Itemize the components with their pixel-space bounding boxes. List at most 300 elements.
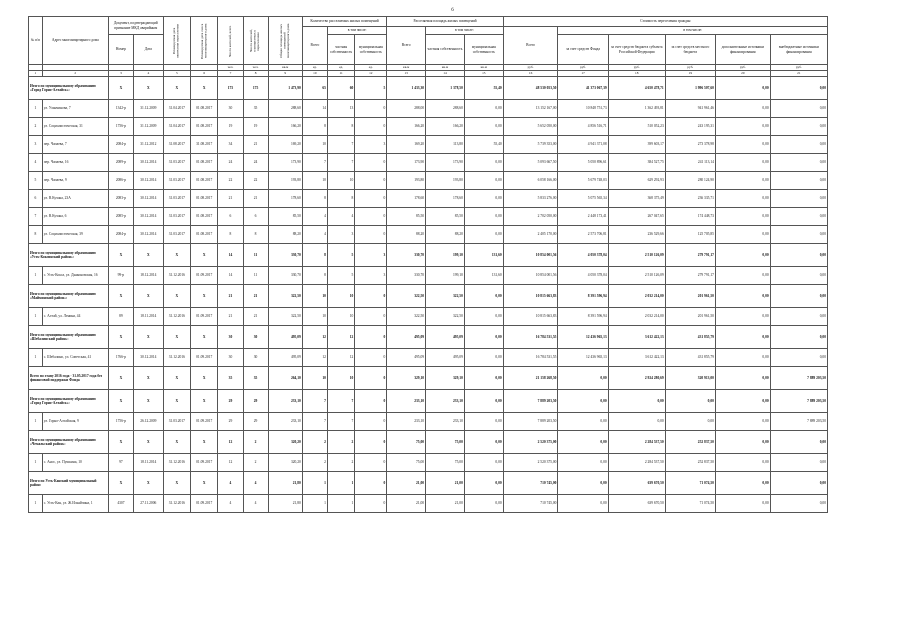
table-cell: 2 924 280,69 [608, 367, 665, 390]
table-cell: 2 032 214,00 [608, 308, 665, 326]
table-cell: 0,00 [715, 100, 770, 118]
address-cell: ул. Социалистическая, 39 [42, 226, 108, 244]
table-cell: 329,10 [426, 367, 465, 390]
unit-cell: руб. [503, 65, 558, 71]
table-cell: 0,00 [464, 495, 503, 513]
table-cell: 4 [218, 495, 243, 513]
table-cell: 0,00 [665, 390, 715, 413]
table-cell: 88,20 [387, 226, 426, 244]
subtotal-label: Итого по Усть-Канский муниципальный район: [29, 472, 109, 495]
table-cell: 267 047,65 [608, 208, 665, 226]
subtotal-row [29, 285, 828, 308]
table-cell: 71 074,50 [665, 495, 715, 513]
table-cell: 510 052,23 [608, 118, 665, 136]
table-row [29, 208, 828, 226]
table-cell: 495,09 [387, 326, 426, 349]
column-number-cell: 19 [665, 71, 715, 77]
table-cell: 0,00 [464, 172, 503, 190]
table-cell: 75,00 [426, 454, 465, 472]
header-cost-incl: в том числе: [558, 27, 828, 35]
table-cell: 173,90 [387, 154, 426, 172]
table-cell: 0 [355, 172, 387, 190]
table-cell: 31.12.2009 [133, 100, 163, 118]
table-cell: 0,00 [464, 226, 503, 244]
table-cell: 3 [355, 136, 387, 154]
table-cell: 175 [243, 77, 268, 100]
unit-cell: руб. [558, 65, 608, 71]
header-rooms-municipal: муниципальная собственность [355, 35, 387, 65]
table-cell: 4 050 378,04 [558, 267, 608, 285]
table-cell: 193,80 [268, 172, 302, 190]
table-cell: 01.09.2017 [191, 349, 218, 367]
table-cell: 236 335,71 [665, 190, 715, 208]
table-cell: X [163, 390, 190, 413]
table-cell: 31.12.2016 [163, 267, 190, 285]
table-row [29, 118, 828, 136]
table-cell: 193,80 [387, 172, 426, 190]
table-cell: 2083-р [108, 190, 133, 208]
row-number: 1 [29, 349, 43, 367]
subtotal-row [29, 367, 828, 390]
table-cell: X [163, 77, 190, 100]
column-number-cell: 9 [268, 71, 302, 77]
table-cell: 5 833 276,00 [503, 190, 558, 208]
table-cell: 0,00 [770, 136, 827, 154]
table-cell: 0,00 [558, 431, 608, 454]
table-cell: 89 [108, 308, 133, 326]
table-cell: 99-р [108, 267, 133, 285]
table-row [29, 226, 828, 244]
table-cell: 8 391 596,94 [558, 308, 608, 326]
table-cell: 495,09 [268, 349, 302, 367]
table-cell: 113,80 [426, 136, 465, 154]
table-cell: 5 679 748,03 [558, 172, 608, 190]
table-cell: 6 [243, 208, 268, 226]
table-cell: 280 124,90 [665, 172, 715, 190]
table-cell: 31.03.2017 [163, 154, 190, 172]
table-cell: 2 [243, 431, 268, 454]
header-col8: Число жителей, планируемых к переселению [243, 17, 268, 65]
table-cell: 26.12.2009 [133, 413, 163, 431]
table-cell: 7 [327, 390, 354, 413]
table-cell: 0 [355, 208, 387, 226]
header-col7: Число жителей, всего [218, 17, 243, 65]
table-cell: 0,00 [464, 413, 503, 431]
table-cell: 22 [218, 172, 243, 190]
row-number: 5 [29, 172, 43, 190]
table-cell: 4 [302, 208, 327, 226]
table-cell: 0,00 [464, 208, 503, 226]
table-cell: 2 [327, 431, 354, 454]
table-cell: 0,00 [715, 431, 770, 454]
table-cell: 48 530 053,50 [503, 77, 558, 100]
table-cell: 01.08.2017 [191, 190, 218, 208]
row-number: 8 [29, 226, 43, 244]
table-cell: 29 [243, 413, 268, 431]
table-cell: 0,00 [770, 118, 827, 136]
address-cell: пер. Чапаева, 9 [42, 172, 108, 190]
table-cell: 12 [302, 326, 327, 349]
table-cell: 2085-р [108, 208, 133, 226]
unit-cell: руб. [665, 65, 715, 71]
row-number: 1 [29, 495, 43, 513]
table-cell: 0,00 [770, 226, 827, 244]
table-cell: 2 405 170,00 [503, 226, 558, 244]
table-cell: 7 889 203,50 [770, 413, 827, 431]
table-cell: 65 [302, 77, 327, 100]
table-row [29, 413, 828, 431]
table-cell: 24 [218, 154, 243, 172]
table-cell: 0,00 [770, 495, 827, 513]
table-cell: 399 603,17 [608, 136, 665, 154]
table-cell: 27.11.2006 [133, 495, 163, 513]
table-cell: 31.03.2017 [163, 413, 190, 431]
table-cell: 0 [355, 285, 387, 308]
address-cell: ул. Горно-Алтайская, 9 [42, 413, 108, 431]
table-cell: 85,50 [268, 208, 302, 226]
table-cell: 12 [218, 431, 243, 454]
header-area-municipal: муниципальная собственность [464, 35, 503, 65]
table-cell: 19 [218, 118, 243, 136]
table-cell: X [191, 326, 218, 349]
table-cell: 7 889 203,50 [503, 390, 558, 413]
table-cell: 8 391 596,94 [558, 285, 608, 308]
header-cost-republic: за счет средств бюджета субъекта Российской Федерации [608, 35, 665, 65]
table-cell: 0,00 [608, 413, 665, 431]
table-cell: 173,90 [268, 154, 302, 172]
table-cell: 0,00 [715, 267, 770, 285]
table-cell: X [191, 244, 218, 267]
table-cell: 0 [355, 431, 387, 454]
table-cell: 31.04.2017 [163, 118, 190, 136]
header-cost-fund: за счет средств Фонда [558, 35, 608, 65]
table-cell: 175 [218, 77, 243, 100]
unit-cell: ед. [355, 65, 387, 71]
table-cell: 288,00 [387, 100, 426, 118]
table-cell: 131,60 [464, 244, 503, 267]
table-cell: 21,00 [387, 472, 426, 495]
table-cell: 75,00 [426, 431, 465, 454]
table-cell: 0,00 [770, 285, 827, 308]
subtotal-row [29, 431, 828, 454]
table-cell: 30 [218, 100, 243, 118]
table-cell: 279 791,17 [665, 244, 715, 267]
table-cell: 1756-р [108, 413, 133, 431]
header-cost-local: за счет средств местного бюджета [665, 35, 715, 65]
table-cell: 21,80 [268, 495, 302, 513]
table-cell: 5 075 565,34 [558, 190, 608, 208]
table-cell: 8 [327, 118, 354, 136]
subtotal-label: Итого по муниципальному образованию «Чемальский район»: [29, 431, 109, 454]
table-cell: 3 [327, 226, 354, 244]
table-cell: 12 [327, 349, 354, 367]
table-cell: 0 [355, 472, 387, 495]
subtotal-row [29, 77, 828, 100]
table-cell: X [191, 77, 218, 100]
table-cell: 10 848 751,73 [558, 100, 608, 118]
table-cell: 0,00 [770, 326, 827, 349]
table-cell: 2 032 214,00 [608, 285, 665, 308]
table-cell: X [163, 326, 190, 349]
table-cell: 13 152 167,00 [503, 100, 558, 118]
table-cell: 0,00 [770, 349, 827, 367]
table-cell: 2 520 375,00 [503, 454, 558, 472]
table-cell: 322,50 [426, 308, 465, 326]
table-body [29, 77, 828, 513]
table-cell: 2084-р [108, 226, 133, 244]
table-cell: 0 [355, 495, 387, 513]
address-cell: ул. В.Кучака, 23А [42, 190, 108, 208]
table-cell: 0,00 [715, 172, 770, 190]
table-cell: 30 [218, 349, 243, 367]
table-cell: 10 [302, 136, 327, 154]
table-cell: 0 [355, 118, 387, 136]
subtotal-label: Всего по этапу 2016 года - 31.05.2017 года без финансовой поддержки Фонда [29, 367, 109, 390]
column-number-cell: 3 [108, 71, 133, 77]
table-cell: 0,00 [715, 285, 770, 308]
subtotal-label: Итого по муниципальному образованию «Усть-Коксинский район»: [29, 244, 109, 267]
table-cell: 0,00 [558, 495, 608, 513]
header-cost-total: Всего [503, 27, 558, 65]
table-cell: 18.11.2014 [133, 454, 163, 472]
header-col6: Планируемая дата сноса многоквартирного дома [191, 17, 218, 65]
table-cell: 10 [302, 367, 327, 390]
table-cell: 10 854 001,56 [503, 244, 558, 267]
table-cell: 199,10 [426, 267, 465, 285]
table-cell: 320,20 [268, 431, 302, 454]
table-cell: 0,00 [558, 413, 608, 431]
table-cell: 12 436 965,13 [558, 349, 608, 367]
table-cell: 2 448 173,41 [558, 208, 608, 226]
table-cell: 288,60 [426, 100, 465, 118]
row-number: 7 [29, 208, 43, 226]
table-cell: 1342-р [108, 100, 133, 118]
table-cell: 2 284 537,50 [608, 431, 665, 454]
table-cell: 2089-р [108, 154, 133, 172]
table-cell: 1 473,90 [268, 77, 302, 100]
table-cell: X [108, 472, 133, 495]
address-cell: с. Усть-Кан, ул. Ж.Ильяйчина, 1 [42, 495, 108, 513]
header-area-total: Всего [387, 27, 426, 65]
table-cell: 34 [218, 136, 243, 154]
table-cell: 320 913,00 [665, 367, 715, 390]
table-cell: 0,00 [715, 308, 770, 326]
table-cell: 31.12.2009 [133, 118, 163, 136]
header-cost-other: внебюджетные источники финансирования [770, 35, 827, 65]
table-cell: 233,10 [268, 390, 302, 413]
table-cell: 0,00 [464, 100, 503, 118]
table-cell: 01.09.2017 [191, 495, 218, 513]
subtotal-row [29, 244, 828, 267]
table-cell: 710 745,00 [503, 495, 558, 513]
table-cell: X [108, 326, 133, 349]
table-cell: 8 [302, 190, 327, 208]
table-cell: 233,10 [387, 390, 426, 413]
table-cell: 29 [218, 390, 243, 413]
table-cell: 495,09 [268, 326, 302, 349]
table-cell: 88,20 [426, 226, 465, 244]
table-cell: 0,00 [770, 267, 827, 285]
unit-cell: кв.м [426, 65, 465, 71]
table-cell: 30 [218, 326, 243, 349]
table-cell: 01.09.2017 [191, 308, 218, 326]
table-cell: 75,00 [387, 454, 426, 472]
table-cell: 21 [243, 285, 268, 308]
table-cell: 01.08.2017 [191, 208, 218, 226]
table-cell: 21 [243, 308, 268, 326]
table-cell: 0,00 [770, 190, 827, 208]
table-cell: 322,50 [268, 308, 302, 326]
header-area: Расселяемая площадь жилых помещений [387, 17, 503, 27]
table-cell: 01.09.2017 [191, 413, 218, 431]
subtotal-label: Итого по муниципальному образованию «Майминский район»: [29, 285, 109, 308]
header-number: № п/п [29, 17, 43, 65]
table-cell: 16 784 531,55 [503, 326, 558, 349]
table-cell: 0,00 [665, 413, 715, 431]
unit-cell: кв.м [387, 65, 426, 71]
unit-cell: руб. [608, 65, 665, 71]
table-cell: 22 [243, 172, 268, 190]
column-number-cell: 14 [426, 71, 465, 77]
table-cell: 30.12.2014 [133, 172, 163, 190]
table-cell: 1 362 493,81 [608, 100, 665, 118]
table-cell: 201 961,50 [665, 308, 715, 326]
table-cell: 5 [327, 244, 354, 267]
table-cell: X [133, 367, 163, 390]
table-cell: 10 [327, 172, 354, 190]
table-row [29, 495, 828, 513]
header-doc-number: Номер [108, 35, 133, 65]
table-cell: 7 [302, 390, 327, 413]
table-cell: 10 815 663,83 [503, 285, 558, 308]
table-cell: 2086-р [108, 172, 133, 190]
table-cell: 236 529,66 [608, 226, 665, 244]
table-cell: 322,50 [426, 285, 465, 308]
table-cell: 7 [327, 154, 354, 172]
table-cell: 233,10 [426, 413, 465, 431]
table-cell: 4 941 371,08 [558, 136, 608, 154]
table-cell: 0,00 [608, 390, 665, 413]
table-cell: 322,50 [387, 285, 426, 308]
table-cell: 166,20 [387, 118, 426, 136]
table-cell: 169,20 [268, 136, 302, 154]
table-cell: 5 739 353,00 [503, 136, 558, 154]
subtotal-label: Итого по муниципальному образованию «Шебалинский район»: [29, 326, 109, 349]
table-row [29, 267, 828, 285]
column-number-cell: 4 [133, 71, 163, 77]
table-cell: 5 050 896,61 [558, 154, 608, 172]
table-cell: 41 373 067,39 [558, 77, 608, 100]
header-address: Адрес многоквартирного дома [42, 17, 108, 65]
table-cell: 3 612 422,13 [608, 349, 665, 367]
table-cell: 0 [355, 308, 387, 326]
table-row [29, 454, 828, 472]
table-cell: 21,80 [268, 472, 302, 495]
table-cell: 279 791,17 [665, 267, 715, 285]
table-cell: 7 889 203,50 [770, 367, 827, 390]
table-cell: 0,00 [715, 454, 770, 472]
address-cell: пер. Чапаева, 16 [42, 154, 108, 172]
subtotal-row [29, 326, 828, 349]
header-rooms-incl: в том числе: [327, 27, 386, 35]
table-cell: 01.09.2017 [191, 454, 218, 472]
table-cell: 0,00 [770, 100, 827, 118]
table-cell: 1 [327, 472, 354, 495]
table-cell: 01.08.2017 [191, 172, 218, 190]
table-cell: 21,00 [387, 495, 426, 513]
table-cell: 4 050 378,04 [558, 244, 608, 267]
column-number-cell: 17 [558, 71, 608, 77]
table-cell: 288,60 [268, 100, 302, 118]
table-cell: 7 [327, 413, 354, 431]
table-cell: X [163, 431, 190, 454]
table-cell: 21 [218, 285, 243, 308]
table-cell: 0 [355, 367, 387, 390]
table-cell: 12 [327, 326, 354, 349]
table-cell: 169,20 [387, 136, 426, 154]
table-cell: 14 [218, 244, 243, 267]
table-cell: 0,00 [715, 495, 770, 513]
header-rooms-private: частная собственность [327, 35, 354, 65]
table-cell: 0,00 [464, 154, 503, 172]
table-cell: 4307 [108, 495, 133, 513]
table-cell: 30.12.2014 [133, 190, 163, 208]
address-cell: ул. Уланчинова, 7 [42, 100, 108, 118]
table-cell: 14 [218, 267, 243, 285]
table-cell: 30.12.2014 [133, 208, 163, 226]
table-cell: 0,00 [715, 326, 770, 349]
header-rooms-total: Всего [302, 27, 327, 65]
table-cell: 233,10 [268, 413, 302, 431]
table-cell: 125 705,85 [665, 226, 715, 244]
table-cell: 368 375,49 [608, 190, 665, 208]
table-cell: 3 612 422,13 [608, 326, 665, 349]
table-cell: 2 284 537,50 [608, 454, 665, 472]
table-cell: 31.12.2016 [163, 349, 190, 367]
header-cost-extra: дополнительные источники финансирования [715, 35, 770, 65]
table-cell: 0 [355, 413, 387, 431]
table-cell: 0,00 [715, 154, 770, 172]
table-cell: 0,00 [464, 285, 503, 308]
table-cell: 2 [302, 431, 327, 454]
table-cell: 7 [302, 413, 327, 431]
table-cell: 21 158 268,50 [503, 367, 558, 390]
table-cell: 0 [355, 349, 387, 367]
table-cell: 201 961,50 [665, 285, 715, 308]
address-cell: пер. Чапаева, 7 [42, 136, 108, 154]
table-cell: 10 [327, 308, 354, 326]
table-cell: 495,09 [426, 349, 465, 367]
table-cell: 0,00 [770, 208, 827, 226]
address-cell: ул. Социалистическая, 31 [42, 118, 108, 136]
table-cell: 30 [243, 349, 268, 367]
table-cell: 0,00 [464, 390, 503, 413]
table-cell: 193,80 [426, 172, 465, 190]
table-cell: 35 [243, 100, 268, 118]
table-cell: 2 702 050,00 [503, 208, 558, 226]
table-cell: 4 [327, 208, 354, 226]
column-number-cell: 10 [302, 71, 327, 77]
table-row [29, 154, 828, 172]
table-cell: 14 [302, 100, 327, 118]
row-number: 1 [29, 100, 43, 118]
table-cell: 0,00 [464, 454, 503, 472]
table-cell: 1 996 507,60 [665, 77, 715, 100]
table-cell: 8 [302, 244, 327, 267]
table-cell: 0,00 [770, 431, 827, 454]
table-cell: 0,00 [770, 244, 827, 267]
table-cell: X [133, 285, 163, 308]
